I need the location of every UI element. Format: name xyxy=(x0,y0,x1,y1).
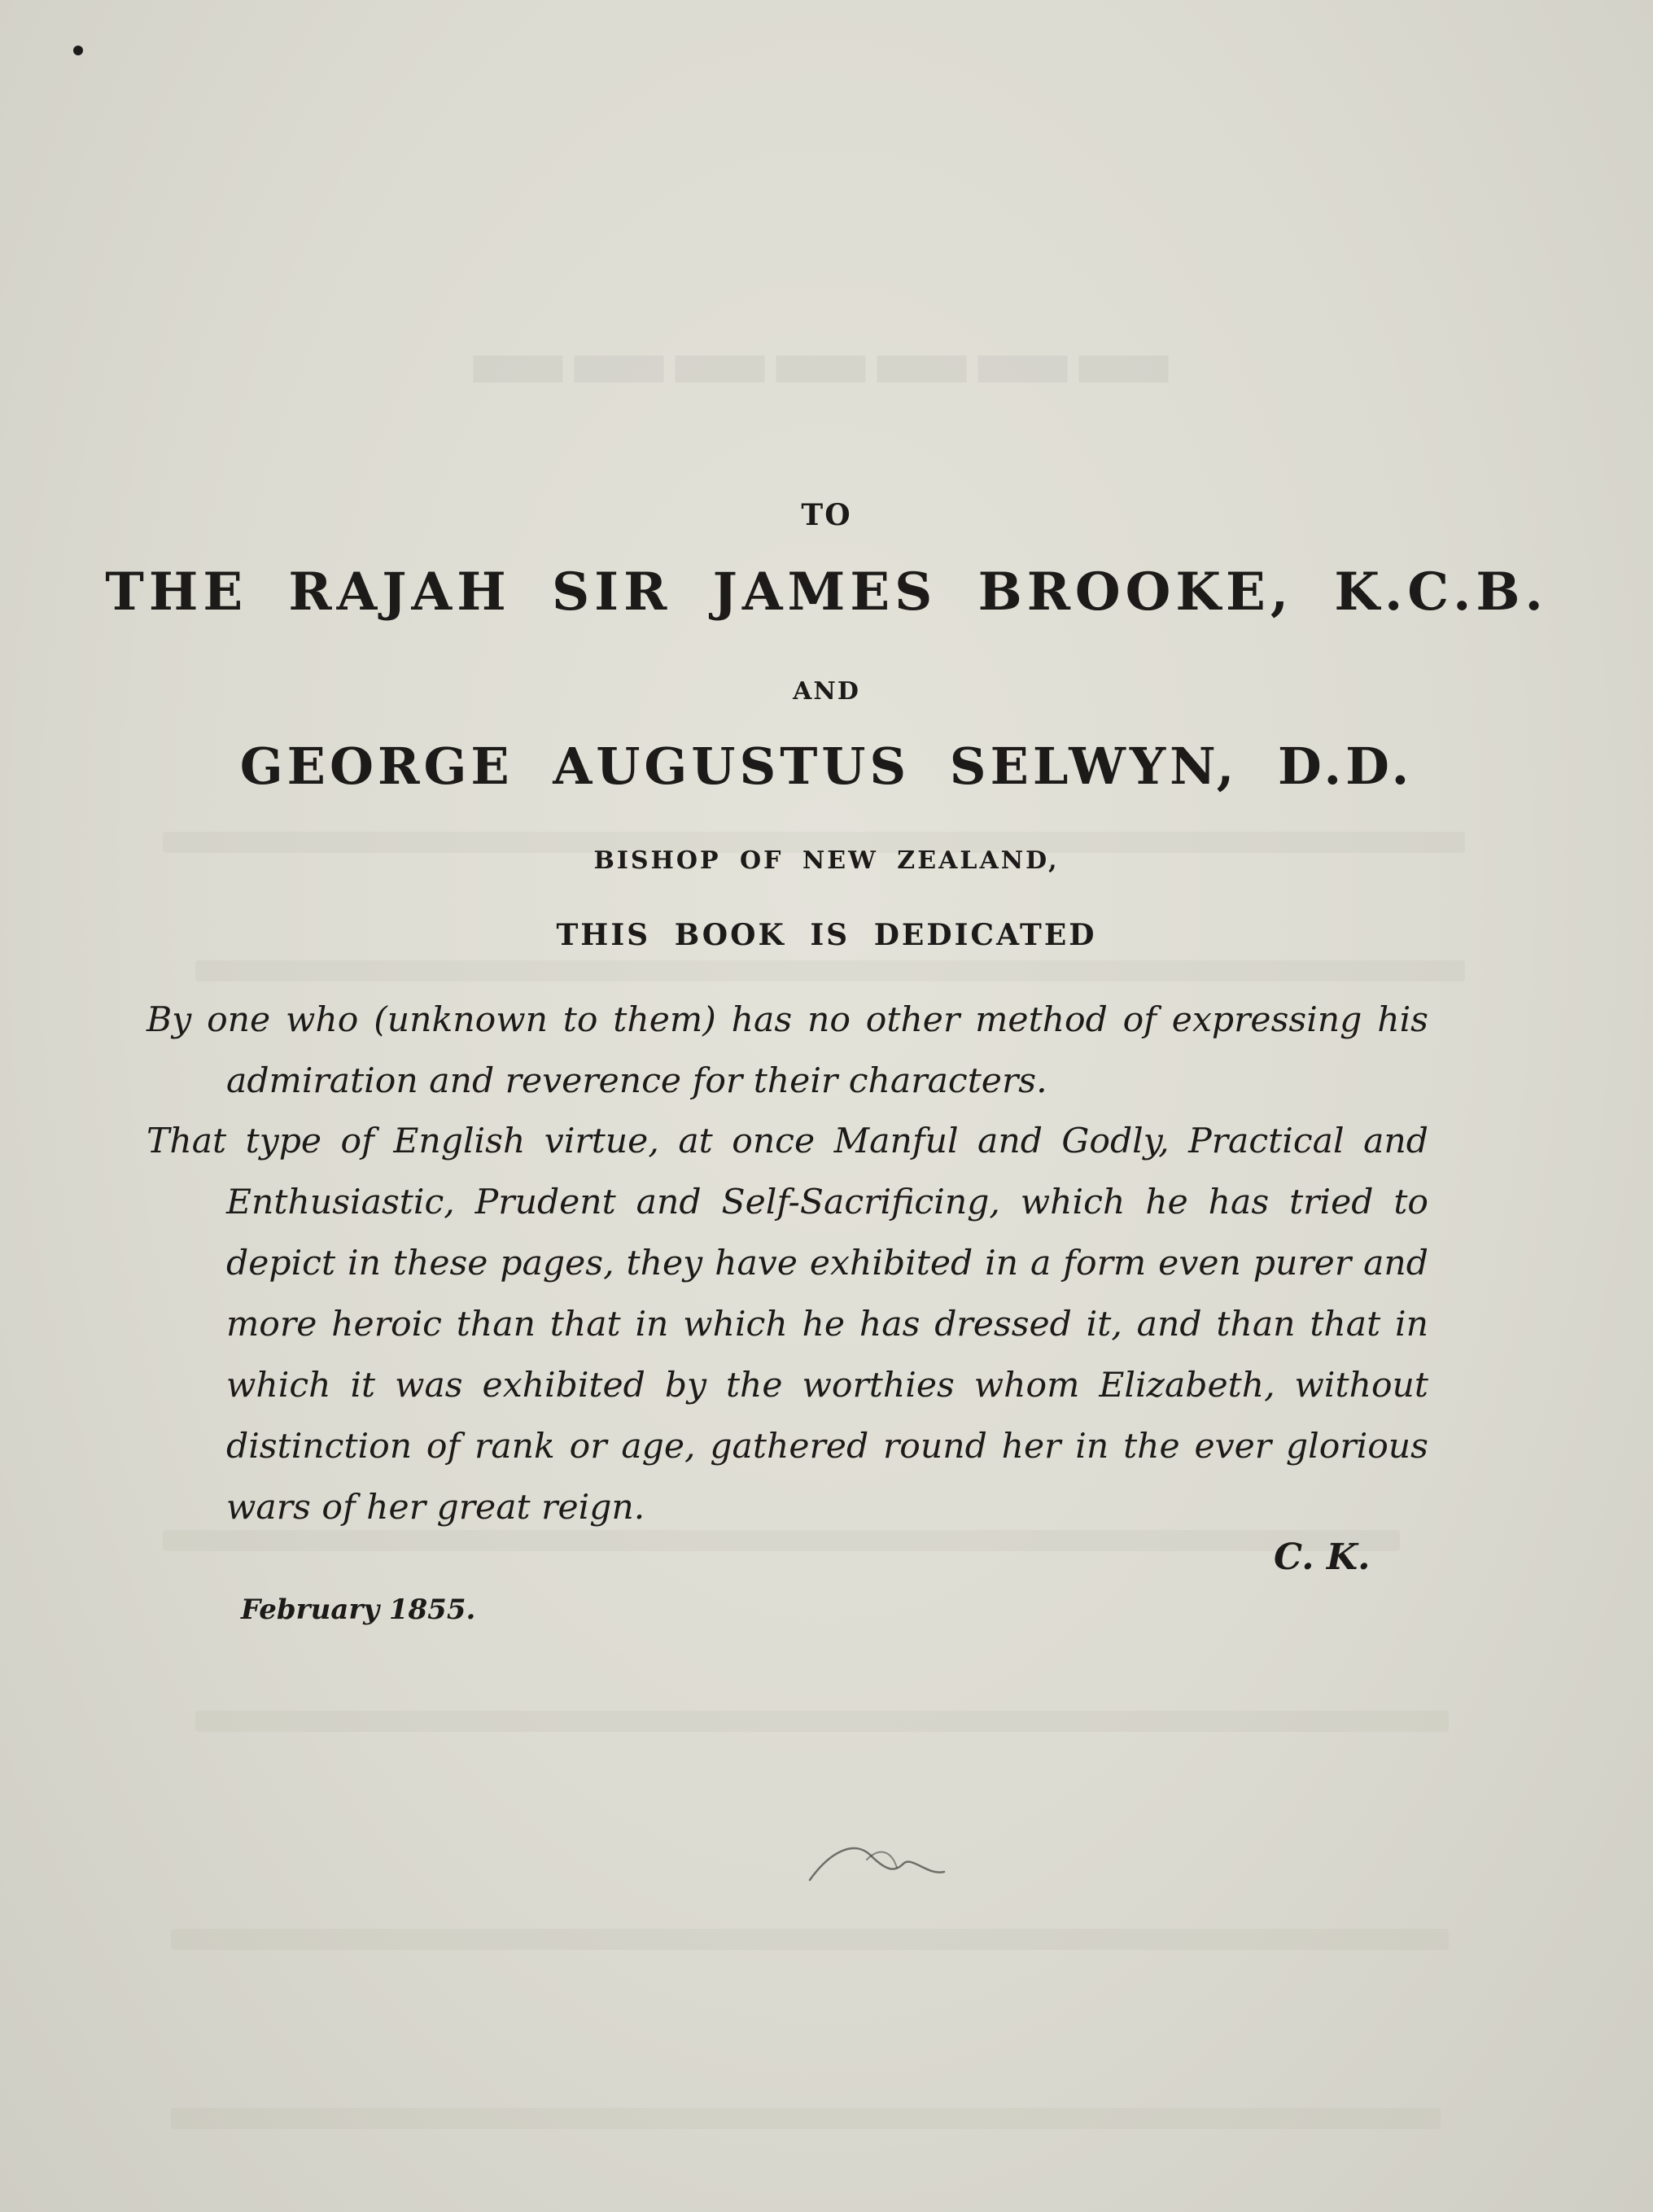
dedication-statement: THIS BOOK IS DEDICATED xyxy=(556,918,1097,952)
bleed-through-line xyxy=(171,1929,1449,1950)
bleed-through-line xyxy=(171,2108,1441,2129)
bleed-through-line xyxy=(195,960,1465,981)
bleed-through-heading: ▬▬▬▬▬▬▬ xyxy=(473,303,1180,402)
bleed-through-line xyxy=(195,1711,1449,1732)
dedication-date: February 1855. xyxy=(241,1593,476,1626)
dedication-paragraph-1: By one who (unknown to them) has no other method of expressing his admiration and reverence for their characters. xyxy=(146,1000,1428,1101)
ink-speck xyxy=(73,46,83,55)
selwyn-title: BISHOP OF NEW ZEALAND, xyxy=(593,846,1060,875)
author-initials: C. K. xyxy=(1274,1537,1371,1578)
dedication-and: AND xyxy=(793,677,860,706)
dedicatee-brooke: THE RAJAH SIR JAMES BROOKE, K.C.B. xyxy=(105,562,1548,623)
dedicatee-selwyn: GEORGE AUGUSTUS SELWYN, D.D. xyxy=(239,737,1414,796)
dedication-to: TO xyxy=(801,498,852,532)
paper-fiber xyxy=(806,1835,952,1892)
dedication-paragraph-2: That type of English virtue, at once Manful and Godly, Practical and Enthusiastic, Prudent and Self-Sacrificing, which he has tried to depict in these pages, they have exhibited in a form even purer and more heroic than that in which he has dressed it, and than that in which it was exhibited by the worthies whom Elizabeth, without distinction of rank or age, gathered round her in the ever glorious wars of her great reign. xyxy=(146,1121,1428,1528)
